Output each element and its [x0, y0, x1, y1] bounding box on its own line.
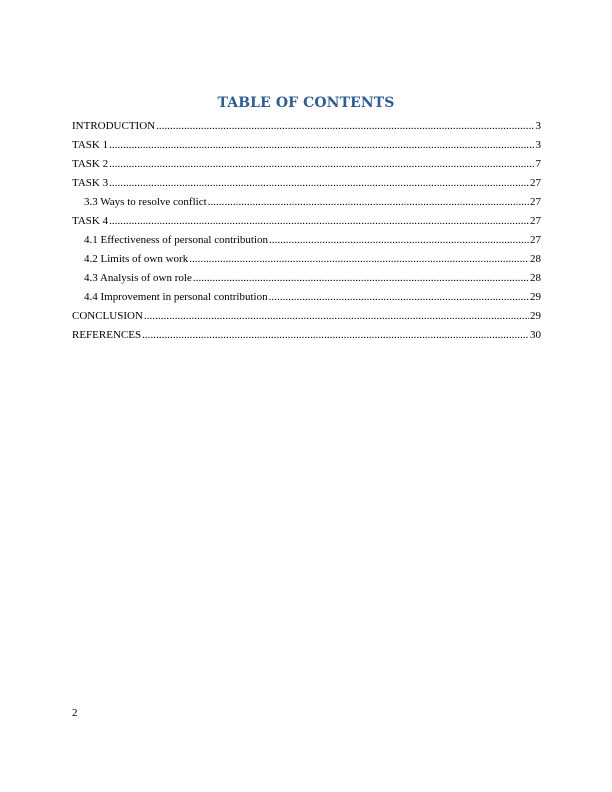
page-number: 2	[72, 707, 78, 719]
toc-leader	[269, 288, 529, 307]
toc-entry-page: 30	[530, 329, 541, 341]
toc-leader	[193, 269, 529, 288]
toc-entry-4-1[interactable]	[72, 231, 541, 250]
toc-entry-page: 3	[535, 139, 541, 151]
toc-entry-4-2[interactable]	[72, 250, 541, 269]
toc-leader	[189, 250, 529, 269]
toc-entry-label: 4.4 Improvement in personal contribution	[84, 291, 268, 303]
toc-entry-label: TASK 2	[72, 158, 109, 170]
toc-entry-task-1[interactable]	[72, 136, 541, 155]
toc-leader	[144, 307, 529, 326]
toc-entry-introduction[interactable]	[72, 117, 541, 136]
toc-entry-task-3[interactable]	[72, 174, 541, 193]
toc-entry-label: TASK 3	[72, 177, 109, 189]
toc-entry-page: 7	[535, 158, 541, 170]
toc-entry-label: REFERENCES	[72, 329, 142, 341]
toc-entry-label: 4.3 Analysis of own role	[84, 272, 192, 284]
toc-entry-label: 3.3 Ways to resolve conflict	[84, 196, 207, 208]
toc-entry-4-4[interactable]	[72, 288, 541, 307]
toc-leader	[109, 174, 529, 193]
toc-entry-page: 27	[530, 234, 541, 246]
toc-entry-page: 27	[530, 177, 541, 189]
toc-leader	[142, 326, 529, 345]
toc-entry-page: 29	[530, 310, 541, 322]
toc-entry-label: INTRODUCTION	[72, 120, 156, 132]
toc-entry-task-2[interactable]	[72, 155, 541, 174]
toc-leader	[269, 231, 529, 250]
toc-entry-page: 27	[530, 196, 541, 208]
toc-entry-label: 4.2 Limits of own work	[84, 253, 189, 265]
toc-entry-4-3[interactable]	[72, 269, 541, 288]
toc-entry-label: 4.1 Effectiveness of personal contribution	[84, 234, 268, 246]
toc-entry-page: 28	[530, 253, 541, 265]
toc-leader	[109, 136, 534, 155]
toc-leader	[208, 193, 529, 212]
toc-entry-label: TASK 1	[72, 139, 109, 151]
toc-entry-page: 28	[530, 272, 541, 284]
toc-list	[72, 117, 541, 345]
toc-leader	[109, 212, 529, 231]
toc-entry-page: 29	[530, 291, 541, 303]
toc-title: TABLE OF CONTENTS	[217, 95, 395, 111]
toc-entry-task-4[interactable]	[72, 212, 541, 231]
toc-leader	[109, 155, 534, 174]
toc-entry-label: CONCLUSION	[72, 310, 143, 322]
toc-entry-3-3[interactable]	[72, 193, 541, 212]
toc-entry-page: 27	[530, 215, 541, 227]
toc-entry-conclusion[interactable]	[72, 307, 541, 326]
toc-entry-page: 3	[535, 120, 541, 132]
toc-entry-references[interactable]	[72, 326, 541, 345]
toc-entry-label: TASK 4	[72, 215, 109, 227]
toc-leader	[156, 117, 534, 136]
